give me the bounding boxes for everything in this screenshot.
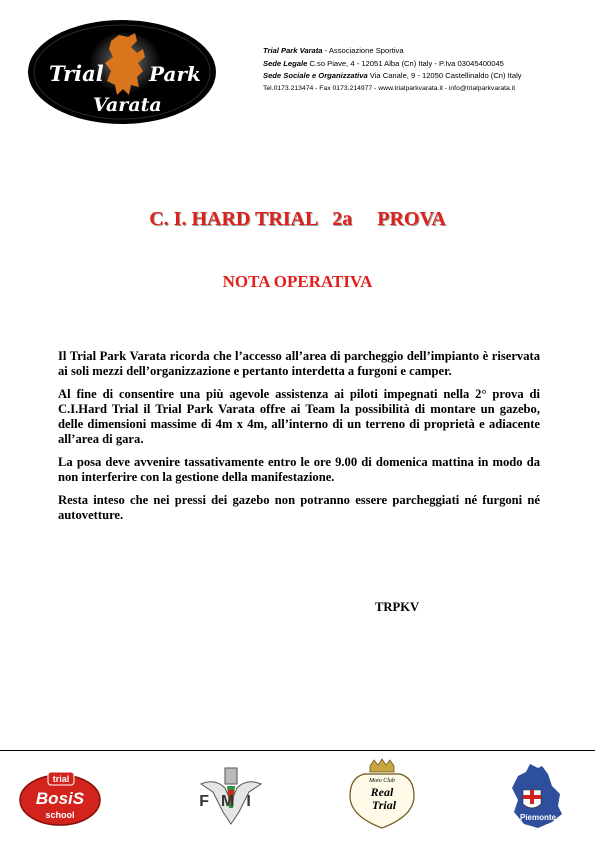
bosis-bottom-text: school (45, 810, 75, 820)
paragraph: La posa deve avvenire tassativamente entro le ore 9.00 di domenica mattina in modo da non interferire con la gestione della manifestazione. (58, 455, 540, 484)
legal-seat-label: Sede Legale (263, 58, 308, 68)
logo-word-varata: Varata (93, 94, 162, 116)
realtrial-top-text: Moto Club (369, 778, 395, 784)
bosis-main-text: BosiS (35, 789, 85, 808)
logo-word-trial: Trial (49, 61, 104, 86)
realtrial-line1: Real (370, 785, 394, 799)
realtrial-line2: Trial (371, 798, 397, 812)
footer-divider (0, 750, 595, 751)
office-label: Sede Sociale e Organizzativa (263, 71, 368, 81)
document-body (58, 349, 540, 531)
fmi-logo (195, 762, 267, 830)
trial-park-varata-logo (27, 19, 217, 125)
document-title: C. I. HARD TRIAL 2a PROVA (149, 208, 446, 230)
piemonte-text: Piemonte (519, 813, 557, 822)
bosis-school-logo (18, 770, 102, 828)
paragraph: Resta inteso che nei pressi dei gazebo non potranno essere parcheggiati né furgoni né autovetture. (58, 493, 540, 522)
org-name: Trial Park Varata (263, 46, 323, 55)
contact-line: Tel.0173.213474 - Fax 0173.214977 - www.trialparkvarata.it - info@trialparkvarata.it (263, 84, 516, 92)
fmi-text: FMI (199, 793, 263, 810)
paragraph: Il Trial Park Varata ricorda che l’accesso all’area di parcheggio dell’impianto è riservata ai soli mezzi dell’organizzazione e pertanto interdetta a furgoni e camper. (58, 349, 540, 378)
document-subtitle: NOTA OPERATIVA (222, 272, 373, 291)
piemonte-logo (508, 762, 564, 832)
bosis-top-text: trial (52, 774, 70, 784)
office-value: Via Canale, 9 - 12050 Castellinaldo (Cn) Italy (367, 71, 522, 81)
organization-info (263, 45, 593, 95)
logo-word-park: Park (149, 62, 201, 86)
org-type: - Associazione Sportiva (322, 46, 404, 55)
signature: TRPKV (375, 600, 420, 614)
paragraph: Al fine di consentire una più agevole assistenza ai piloti impegnati nella 2° prova di C.I.Hard Trial il Trial Park Varata offre ai Team la possibilità di montare un gazebo, delle dimensioni massime di 4m x 4m, all’interno di un terreno di proprietà e adiacente all’area di gara. (58, 387, 540, 446)
real-trial-logo (344, 758, 420, 832)
legal-seat-value: C.so Piave, 4 - 12051 Alba (Cn) Italy - P.Iva 03045400045 (307, 58, 504, 68)
